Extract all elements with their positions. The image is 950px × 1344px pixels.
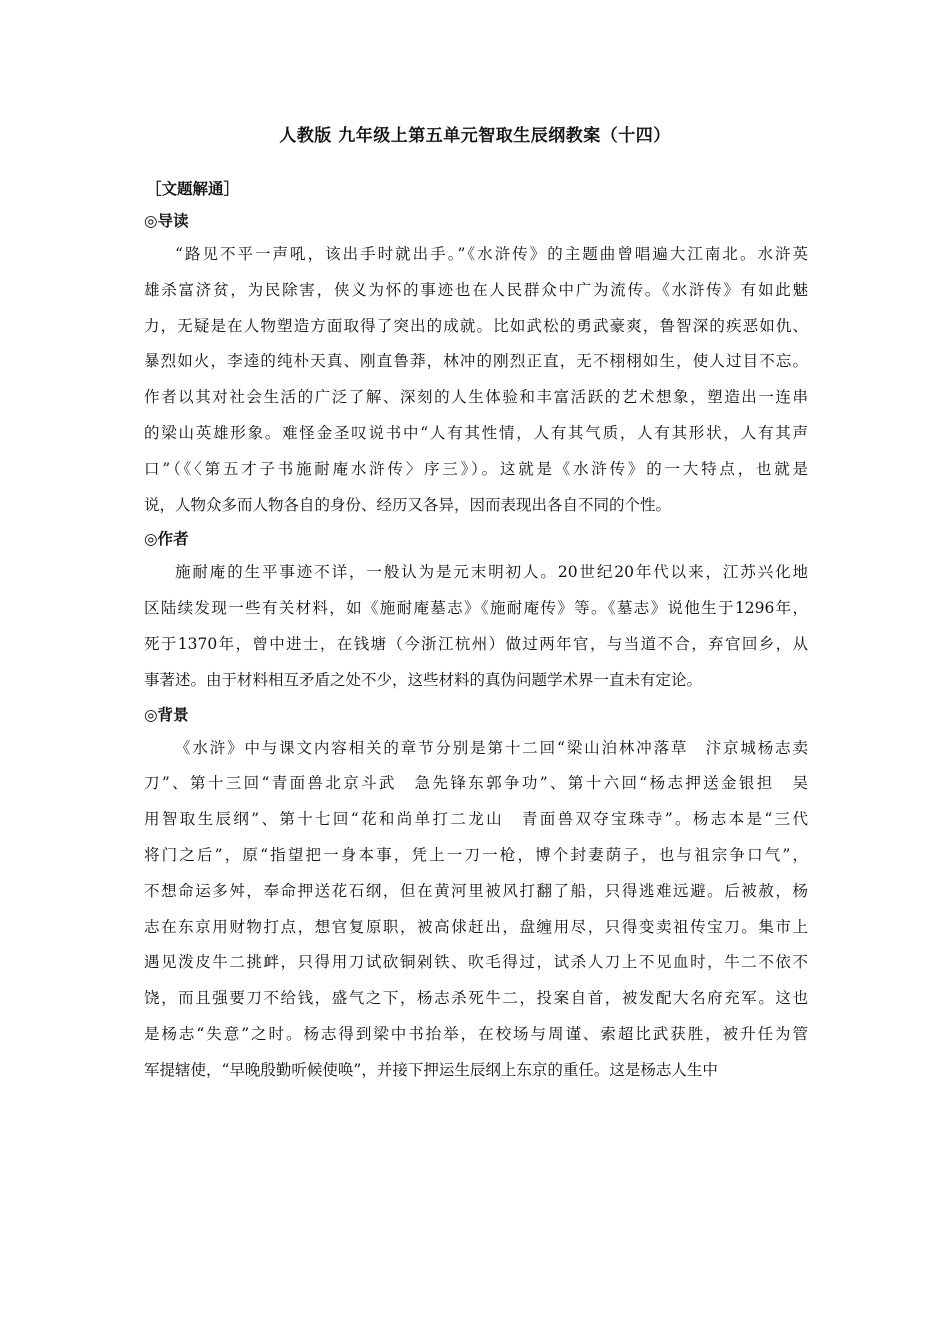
- text-line: 死于1370年，曾中进士，在钱塘（今浙江杭州）做过两年官，与当道不合，弃官回乡，从: [144, 634, 808, 653]
- text-line: 遇见泼皮牛二挑衅，只得用刀试砍铜剁铁、吹毛得过，试杀人刀上不见血时，牛二不依不: [144, 953, 808, 972]
- text-line: 是杨志“失意”之时。杨志得到梁中书抬举，在校场与周谨、索超比武获胜，被升任为管: [144, 1024, 808, 1043]
- text-line: 口”（《〈第五才子书施耐庵水浒传〉序三》）。这就是《水浒传》的一大特点，也就是: [144, 459, 808, 478]
- text-line: 施耐庵的生平事迹不详，一般认为是元末明初人。20世纪20年代以来，江苏兴化地: [175, 563, 808, 582]
- paragraph-background: [144, 731, 808, 1089]
- text-line: 作者以其对社会生活的广泛了解、深刻的人生体验和丰富活跃的艺术想象，塑造出一连串: [144, 388, 808, 407]
- text-line: 的梁山英雄形象。难怪金圣叹说书中“人有其性情，人有其气质，人有其形状，人有其声: [144, 423, 808, 442]
- document-body: [144, 173, 808, 1089]
- text-line: 军提辖使，“早晚殷勤听候使唤”，并接下押运生辰纲上东京的重任。这是杨志人生中: [144, 1060, 718, 1079]
- section-label-intro: ◎导读: [144, 212, 189, 230]
- text-line: 不想命运多舛，奉命押送花石纲，但在黄河里被风打翻了船，只得逃难远避。后被赦，杨: [144, 881, 808, 900]
- section-label-author: ◎作者: [144, 530, 189, 549]
- text-line: 用智取生辰纲”、第十七回“花和尚单打二龙山 青面兽双夺宝珠寺”。杨志本是“三代: [144, 810, 808, 829]
- text-line: 志在东京用财物打点，想官复原职，被高俅赶出，盘缠用尽，只得变卖祖传宝刀。集市上: [144, 917, 808, 936]
- paragraph-intro: [144, 237, 808, 523]
- text-line: 《水浒》中与课文内容相关的章节分别是第十二回“梁山泊林冲落草 汴京城杨志卖: [175, 738, 808, 757]
- text-line: 将门之后”，原“指望把一身本事，凭上一刀一枪，博个封妻荫子，也与祖宗争口气”，: [144, 845, 808, 864]
- text-line: 力，无疑是在人物塑造方面取得了突出的成就。比如武松的勇武豪爽，鲁智深的疾恶如仇、: [144, 316, 808, 335]
- text-line: “路见不平一声吼，该出手时就出手。”《水浒传》的主题曲曾唱遍大江南北。水浒英: [175, 245, 808, 263]
- text-line: 区陆续发现一些有关材料，如《施耐庵墓志》《施耐庵传》等。《墓志》说他生于1296年，: [144, 599, 808, 618]
- text-line: 刀”、第十三回“青面兽北京斗武 急先锋东郭争功”、第十六回“杨志押送金银担 吴: [144, 774, 808, 793]
- paragraph-author: [144, 555, 808, 698]
- text-line: 事著述。由于材料相互矛盾之处不少，这些材料的真伪问题学术界一直未有定论。: [144, 670, 703, 689]
- section-label-background: ◎背景: [144, 705, 189, 724]
- document-title: 人教版 九年级上第五单元智取生辰纲教案（十四）: [279, 126, 671, 146]
- text-line: 雄杀富济贫，为民除害，侠义为怀的事迹也在人民群众中广为流传。《水浒传》有如此魅: [144, 280, 808, 299]
- text-line: 饶，而且强要刀不给钱，盛气之下，杨志杀死牛二，投案自首，被发配大名府充军。这也: [144, 989, 808, 1008]
- text-line: 说，人物众多而人物各自的身份、经历又各异，因而表现出各自不同的个性。: [144, 495, 672, 514]
- text-line: 暴烈如火，李逵的纯朴天真、刚直鲁莽，林冲的刚烈正直，无不栩栩如生，使人过目不忘。: [144, 352, 808, 371]
- section-header: ［文题解通］: [146, 180, 240, 198]
